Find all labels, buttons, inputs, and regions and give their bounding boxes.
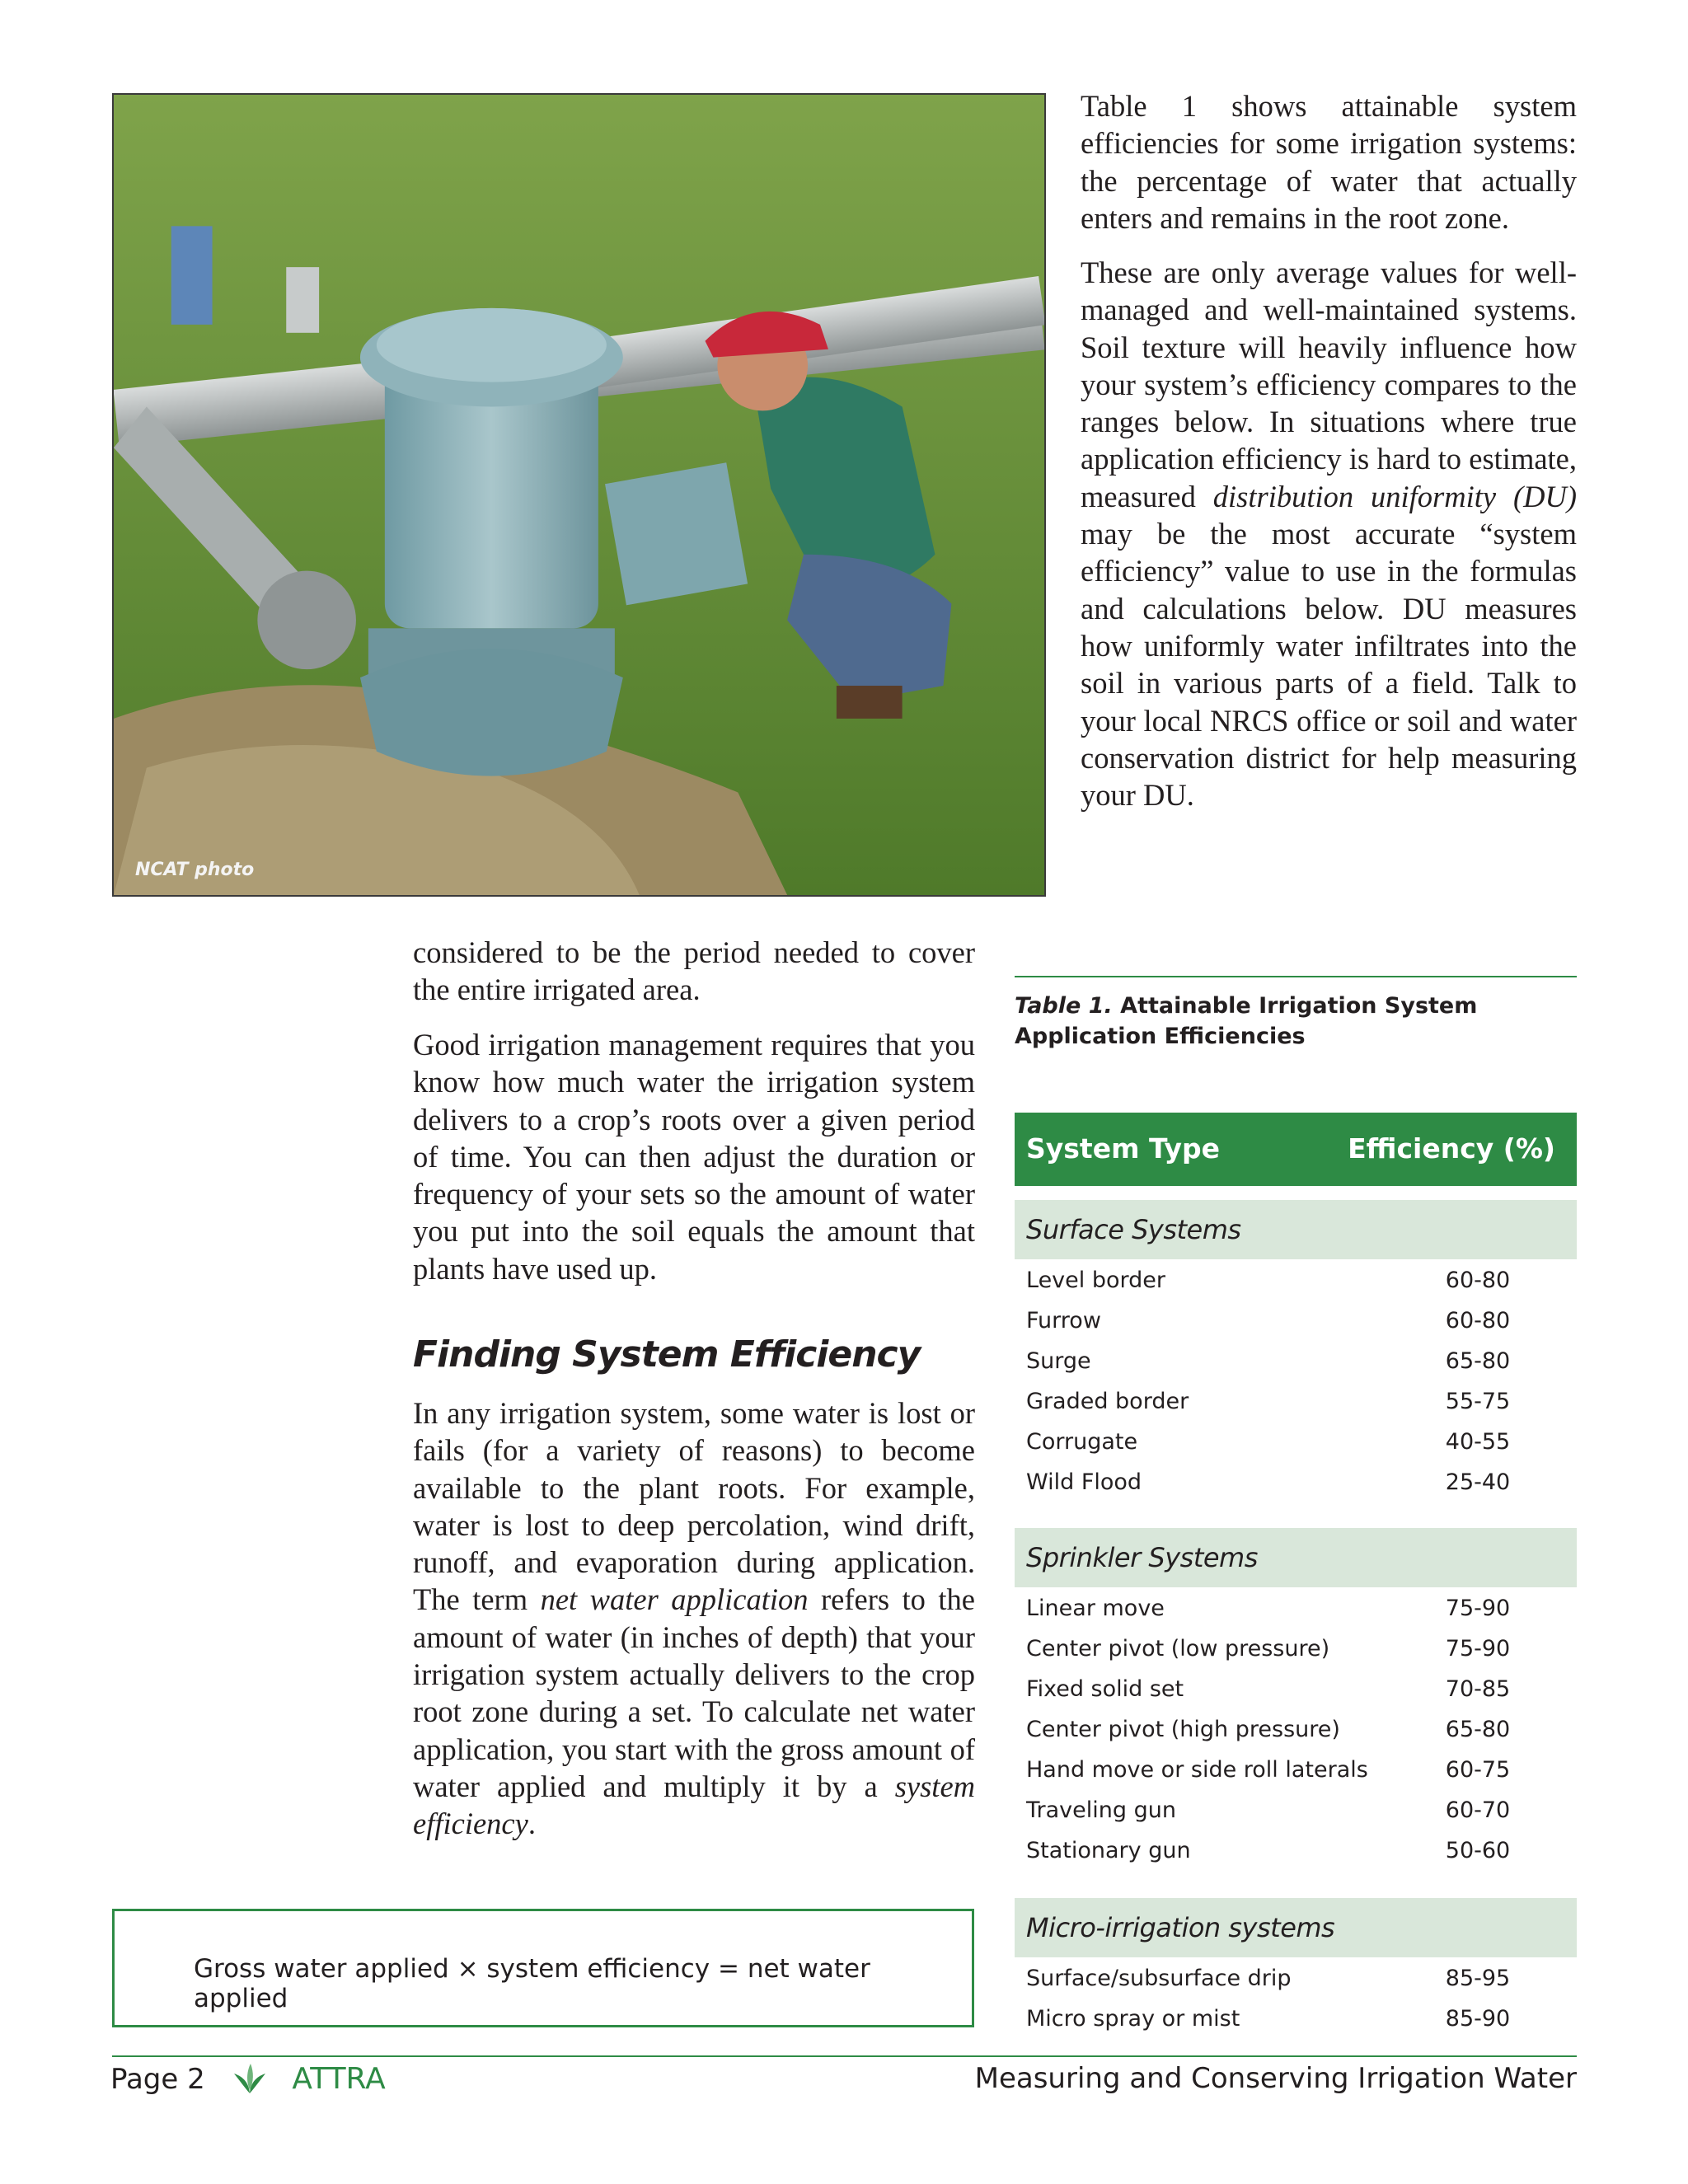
row-value: 50-60 — [1445, 1838, 1511, 1863]
group-header-micro — [1015, 1898, 1577, 1957]
efficiency-paragraph — [413, 1394, 975, 1843]
photo — [112, 93, 1046, 897]
row-value: 70-85 — [1445, 1676, 1511, 1702]
row-name: Stationary gun — [1026, 1838, 1191, 1863]
table-caption-text: Attainable Irrigation System Application Efficiencies — [1015, 993, 1478, 1049]
footer-rule — [112, 2055, 1577, 2057]
du-paragraph-part-a: These are only average values for well-managed and well-maintained systems. Soil texture will heavily influence how your system’s efficiency compares to the ranges below. In situations where true application efficiency is hard to estimate, measured — [1081, 255, 1577, 513]
row-value: 25-40 — [1445, 1469, 1511, 1495]
row-name: Micro spray or mist — [1026, 2006, 1240, 2032]
efficiency-paragraph-part-a: In any irrigation system, some water is lost or fails (for a variety of reasons) to become available to the plant roots. For example, water is lost to deep percolation, wind drift, runoff, and evaporation during application. The term — [413, 1396, 975, 1617]
formula-text: Gross water applied × system efficiency = net water applied — [194, 1954, 870, 2013]
table-row — [1015, 1301, 1577, 1342]
formula-box — [112, 1909, 974, 2027]
row-name: Corrugate — [1026, 1429, 1138, 1455]
table-row — [1015, 1629, 1577, 1670]
table-row — [1015, 1342, 1577, 1382]
table-row — [1015, 1750, 1577, 1791]
table-row — [1015, 1261, 1577, 1301]
attra-leaf-icon — [229, 2062, 270, 2095]
management-paragraph: Good irrigation management requires that you know how much water the irrigation system delivers to a crop’s roots over a given period of time. You can then adjust the duration or frequency of your sets so the amount of water you put into the soil equals the amount that plants have used up. — [413, 1028, 975, 1286]
table-row — [1015, 1463, 1577, 1503]
row-name: Traveling gun — [1026, 1797, 1176, 1823]
du-term: distribution uniformity (DU) — [1212, 479, 1577, 513]
table-row — [1015, 1831, 1577, 1872]
row-name: Furrow — [1026, 1308, 1101, 1333]
brand-name: ATTRA — [292, 2062, 386, 2096]
table-row — [1015, 1422, 1577, 1463]
group-title: Micro-irrigation systems — [1026, 1912, 1335, 1943]
group-title: Sprinkler Systems — [1026, 1542, 1258, 1573]
system-efficiency-term: system efficiency — [413, 1769, 975, 1841]
table-row — [1015, 1670, 1577, 1710]
row-name: Surface/subsurface drip — [1026, 1966, 1292, 1991]
table-row — [1015, 1959, 1577, 1999]
row-name: Fixed solid set — [1026, 1676, 1184, 1702]
row-name: Hand move or side roll laterals — [1026, 1757, 1368, 1783]
row-value: 60-75 — [1445, 1757, 1511, 1783]
row-value: 65-80 — [1445, 1717, 1511, 1742]
row-name: Graded border — [1026, 1389, 1189, 1414]
table-top-rule — [1015, 976, 1577, 977]
du-paragraph-part-b: may be the most accurate “system efficiency” value to use in the formulas and calculations below. DU measures how uniformly water infiltrates into the soil in various parts of a field. Talk to your local NRCS office or soil and water conservation district for help measuring your DU. — [1081, 517, 1577, 813]
row-name: Wild Flood — [1026, 1469, 1142, 1495]
column-header-system-type: System Type — [1026, 1132, 1221, 1165]
table-header — [1015, 1113, 1577, 1186]
row-value: 65-80 — [1445, 1348, 1511, 1374]
net-water-term: net water application — [540, 1582, 809, 1617]
row-value: 40-55 — [1445, 1429, 1511, 1455]
row-value: 75-90 — [1445, 1596, 1511, 1621]
section-heading: Finding System Efficiency — [413, 1333, 921, 1376]
table-row — [1015, 1710, 1577, 1750]
row-name: Surge — [1026, 1348, 1091, 1374]
table-caption-label: Table 1. — [1015, 993, 1113, 1019]
continued-paragraph: considered to be the period needed to cover the entire irrigated area. — [413, 935, 975, 1007]
row-value: 85-90 — [1445, 2006, 1511, 2032]
group-header-surface — [1015, 1200, 1577, 1259]
group-title: Surface Systems — [1026, 1214, 1241, 1245]
row-name: Linear move — [1026, 1596, 1165, 1621]
table-row — [1015, 1589, 1577, 1629]
footer-left — [110, 2062, 386, 2096]
group-header-sprinkler — [1015, 1528, 1577, 1587]
publication-title: Measuring and Conserving Irrigation Water — [974, 2062, 1577, 2095]
pump-photo-illustration — [114, 95, 1044, 895]
photo-credit: NCAT photo — [135, 860, 255, 880]
row-value: 75-90 — [1445, 1636, 1511, 1661]
row-value: 60-70 — [1445, 1797, 1511, 1823]
table-row — [1015, 1999, 1577, 2040]
efficiency-paragraph-part-b: refers to the amount of water (in inches of depth) that your irrigation system actually delivers to the crop root zone during a set. To calculate net water application, you start with the gross amount of water applied and multiply it by a — [413, 1582, 975, 1803]
row-name: Center pivot (high pressure) — [1026, 1717, 1340, 1742]
row-name: Level border — [1026, 1268, 1165, 1293]
row-value: 60-80 — [1445, 1268, 1511, 1293]
column-header-efficiency: Efficiency (%) — [1348, 1132, 1555, 1165]
page-number: Page 2 — [110, 2063, 205, 2096]
table-caption — [1015, 991, 1577, 1052]
efficiency-paragraph-part-c: . — [528, 1807, 536, 1841]
row-value: 85-95 — [1445, 1966, 1511, 1991]
row-name: Center pivot (low pressure) — [1026, 1636, 1330, 1661]
du-paragraph — [1081, 254, 1577, 813]
table-row — [1015, 1791, 1577, 1831]
table-row — [1015, 1382, 1577, 1422]
row-value: 60-80 — [1445, 1308, 1511, 1333]
row-value: 55-75 — [1445, 1389, 1511, 1414]
intro-paragraph: Table 1 shows attainable system efficiencies for some irrigation systems: the percentage of water that actually enters and remains in the root zone. — [1081, 89, 1577, 235]
